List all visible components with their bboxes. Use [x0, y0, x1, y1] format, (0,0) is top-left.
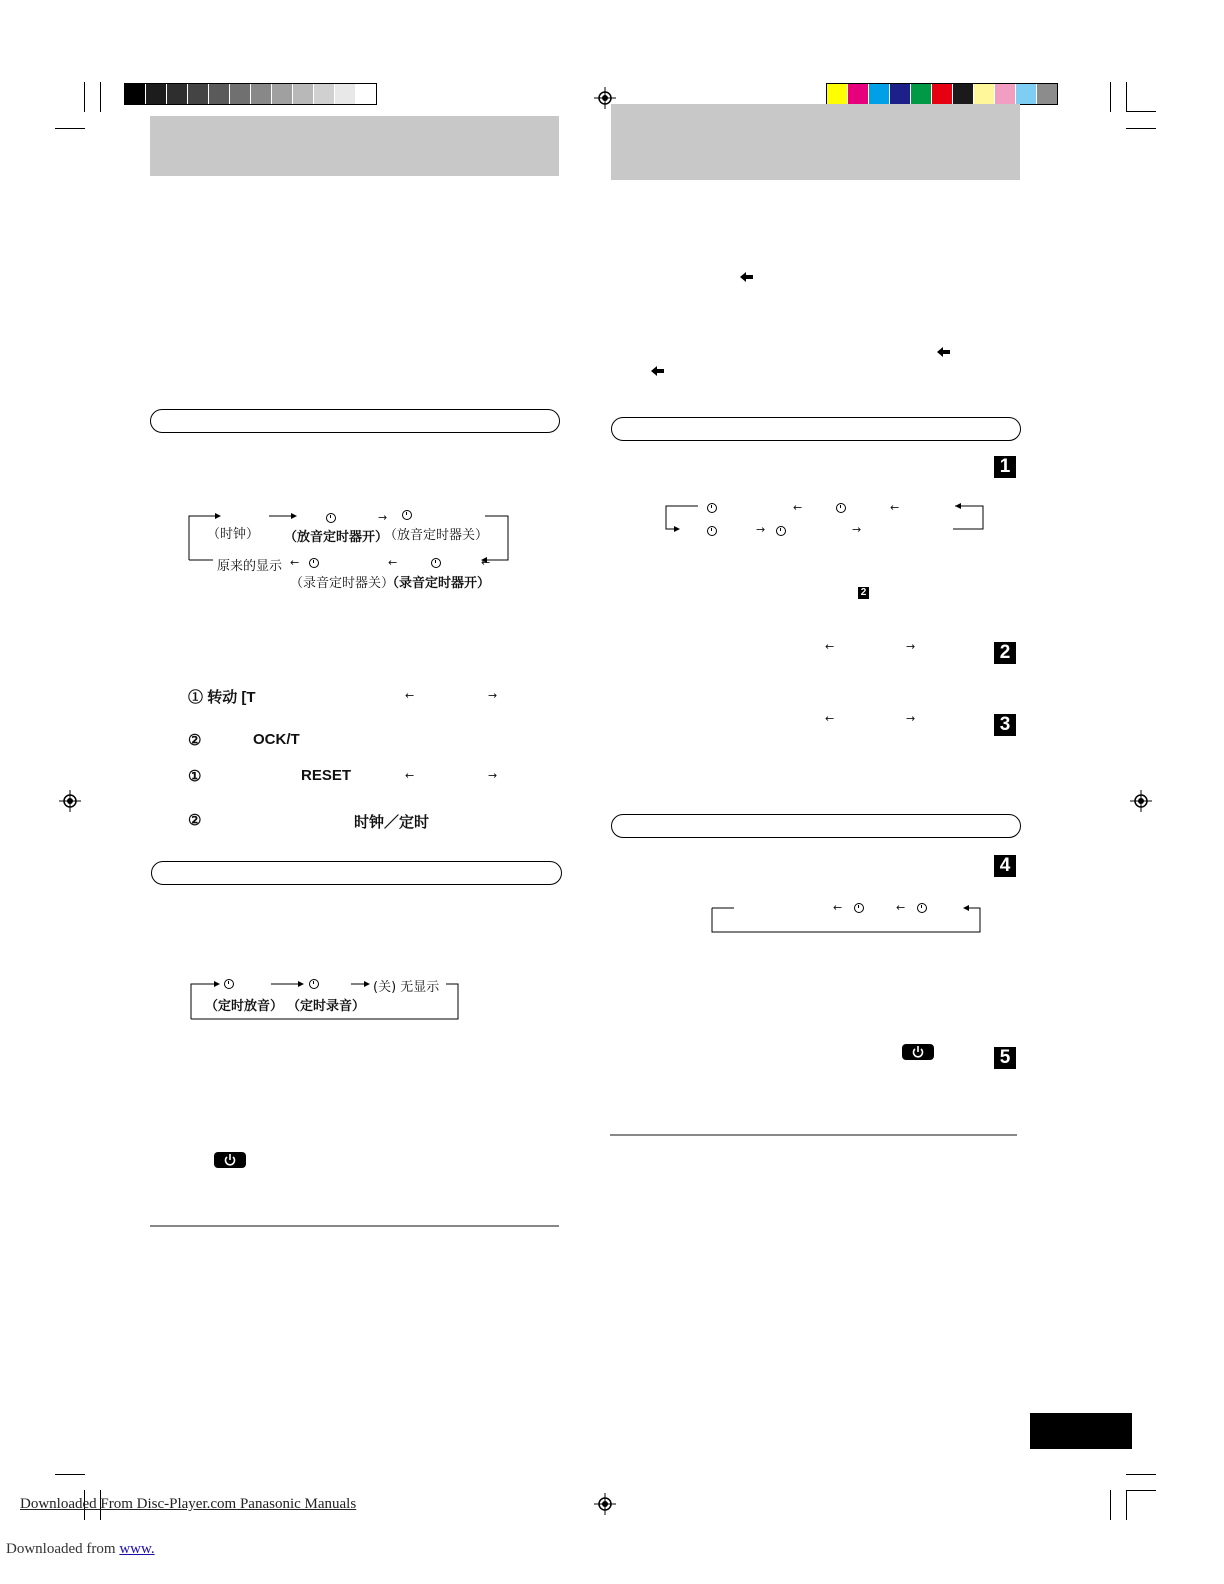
play-timer-off-label: （放音定时器关） — [384, 528, 489, 543]
arrow-icon: ← — [793, 501, 803, 514]
clock-icon — [854, 903, 864, 913]
left-arrow-icon — [937, 347, 951, 357]
arrow-right-icon: → — [488, 689, 498, 702]
step-1a: ① 转动 [T — [188, 689, 256, 706]
clock-icon — [224, 979, 234, 989]
crop-mark — [1126, 1474, 1156, 1475]
arrow-icon: → — [378, 511, 388, 524]
clock-icon — [836, 503, 846, 513]
arrow-icon: ← — [890, 501, 900, 514]
clock-icon — [917, 903, 927, 913]
color-bar — [826, 83, 1058, 105]
right-timer-cycle-diagram — [708, 898, 988, 936]
arrow-left-icon: ← — [405, 769, 415, 782]
clock-icon — [326, 513, 336, 523]
inline-step-2-badge: 2 — [858, 587, 869, 599]
circled-two-icon: ② — [188, 732, 202, 749]
arrow-left-icon: ← — [405, 689, 415, 702]
color-swatch — [272, 84, 293, 104]
crop-mark — [1110, 1490, 1111, 1520]
power-button-icon — [902, 1044, 934, 1060]
color-swatch — [1016, 84, 1037, 104]
color-swatch — [293, 84, 314, 104]
color-swatch — [932, 84, 953, 104]
clock-icon — [707, 503, 717, 513]
crop-mark — [1126, 1490, 1127, 1520]
step-2b-text: 时钟／定时 — [354, 814, 430, 831]
crop-mark — [84, 82, 85, 112]
crop-mark — [1126, 1490, 1156, 1491]
arrow-icon: ← — [388, 556, 398, 569]
registration-mark-icon — [594, 1493, 616, 1515]
timed-record-label: （定时录音） — [287, 999, 366, 1014]
clock-icon — [707, 526, 717, 536]
step-5-badge: 5 — [994, 1047, 1016, 1069]
color-swatch — [911, 84, 932, 104]
color-swatch — [188, 84, 209, 104]
right-bottom-rule — [610, 1134, 1017, 1136]
clock-icon — [776, 526, 786, 536]
color-swatch — [230, 84, 251, 104]
left-header-box — [150, 116, 559, 176]
footer-download-line: Downloaded from www. — [6, 1541, 155, 1557]
color-swatch — [953, 84, 974, 104]
circled-one-icon: ① — [188, 768, 202, 785]
arrow-icon: ← — [833, 901, 843, 914]
left-arrow-icon — [740, 272, 754, 282]
crop-mark — [1126, 82, 1127, 112]
color-swatch — [974, 84, 995, 104]
footer-download-note[interactable]: Downloaded From Disc-Player.com Panasonic Manuals — [20, 1496, 357, 1512]
crop-mark — [100, 82, 101, 112]
arrow-right-icon: → — [906, 640, 916, 653]
grayscale-bar — [124, 83, 377, 105]
color-swatch — [314, 84, 335, 104]
color-swatch — [251, 84, 272, 104]
right-header-box — [611, 104, 1020, 180]
left-section-heading-2 — [151, 861, 562, 885]
clock-icon — [431, 558, 441, 568]
step-1b-text: RESET — [301, 767, 352, 784]
color-swatch — [209, 84, 230, 104]
page-number-block — [1030, 1413, 1132, 1449]
power-button-icon — [214, 1152, 246, 1168]
clock-icon — [402, 510, 412, 520]
color-swatch — [146, 84, 167, 104]
arrow-icon: → — [852, 523, 862, 536]
crop-mark — [1126, 128, 1156, 129]
right-section-heading-1 — [611, 417, 1021, 441]
arrow-icon: ← — [290, 556, 300, 569]
record-timer-off-label: （录音定时器关） — [290, 576, 395, 591]
step-2-badge: 2 — [994, 642, 1016, 664]
step-4-badge: 4 — [994, 855, 1016, 877]
arrow-left-icon: ← — [825, 712, 835, 725]
record-timer-on-label: （录音定时器开） — [386, 576, 491, 591]
crop-mark — [1126, 111, 1156, 112]
color-swatch — [356, 84, 376, 104]
arrow-left-icon: ← — [825, 640, 835, 653]
clock-label: （时钟） — [207, 527, 260, 542]
play-timer-on-label: （放音定时器开） — [284, 530, 389, 545]
right-section-heading-2 — [611, 814, 1021, 838]
crop-mark — [55, 1474, 85, 1475]
color-swatch — [890, 84, 911, 104]
step-2a-text: OCK/T — [253, 731, 300, 748]
left-bottom-rule — [150, 1225, 559, 1227]
left-section-heading-1 — [150, 409, 560, 433]
registration-mark-icon — [1130, 790, 1152, 812]
arrow-right-icon: → — [906, 712, 916, 725]
timed-play-label: （定时放音） — [205, 999, 284, 1014]
step-1-badge: 1 — [994, 456, 1016, 478]
arrow-icon: → — [756, 523, 766, 536]
circled-one-icon: ① — [188, 689, 204, 706]
color-swatch — [995, 84, 1016, 104]
off-no-display-label: (关) 无显示 — [373, 980, 440, 995]
footer-website-link[interactable]: www. — [119, 1541, 155, 1557]
step-3-badge: 3 — [994, 714, 1016, 736]
left-arrow-icon — [651, 366, 665, 376]
color-swatch — [167, 84, 188, 104]
clock-icon — [309, 979, 319, 989]
color-swatch — [869, 84, 890, 104]
arrow-icon: ← — [481, 556, 491, 569]
color-swatch — [827, 84, 848, 104]
color-swatch — [848, 84, 869, 104]
color-swatch — [1037, 84, 1057, 104]
registration-mark-icon — [59, 790, 81, 812]
color-swatch — [125, 84, 146, 104]
crop-mark — [1110, 82, 1111, 112]
circled-two-icon: ② — [188, 812, 202, 829]
clock-icon — [309, 558, 319, 568]
arrow-icon: ← — [896, 901, 906, 914]
crop-mark — [55, 128, 85, 129]
arrow-right-icon: → — [488, 769, 498, 782]
color-swatch — [335, 84, 356, 104]
original-display-label: 原来的显示 — [217, 559, 283, 574]
